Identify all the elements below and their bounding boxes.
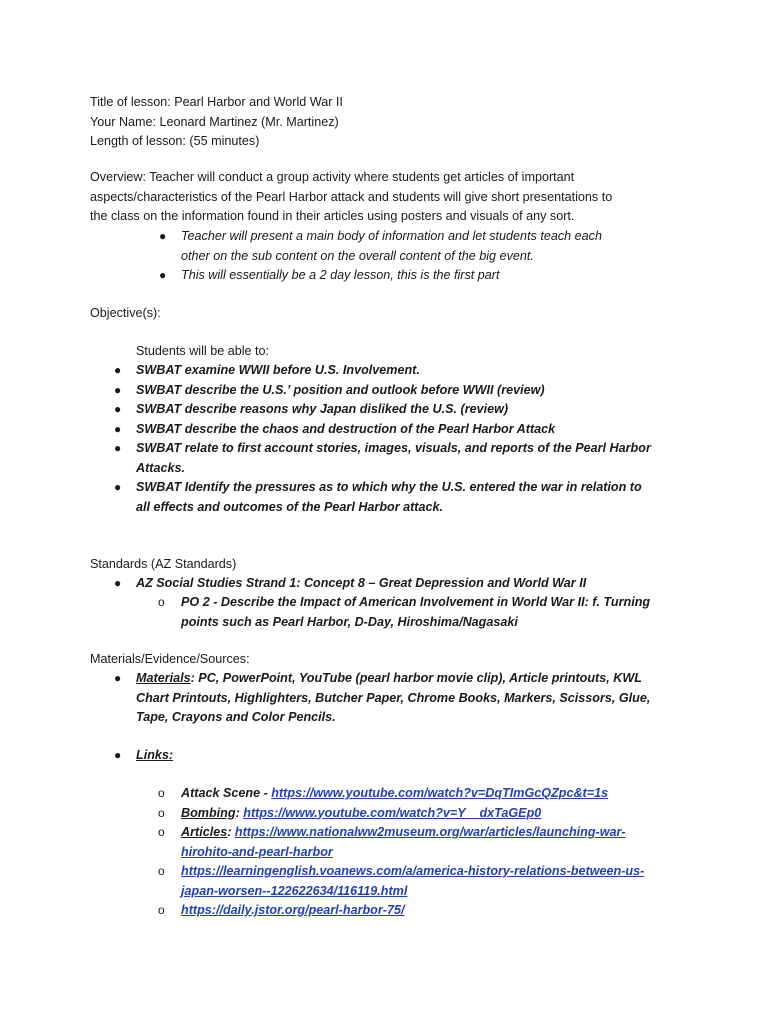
list-item [114,746,736,766]
jstor-link[interactable]: https://daily.jstor.org/pearl-harbor-75/ [181,903,405,917]
objectives-heading: Objective(s): [90,306,161,320]
list-item [158,901,768,921]
materials-heading: Materials/Evidence/Sources: [90,652,250,666]
list-item: o Articles: https://www.nationalww2museum.org/war/articles/launching-war- hirohito-and-pearl-harbor [158,825,626,859]
bullet-icon: ● [159,268,167,282]
objectives-intro: Students will be able to: [136,344,270,358]
list-item: ● SWBAT describe the U.S.’ position and outlook before WWII (review) [136,381,736,401]
bullet-icon: ● [114,576,122,590]
bullet-icon: ● [114,421,122,436]
lesson-title: Title of lesson: Pearl Harbor and World War II [90,95,343,109]
overview-section [90,168,690,227]
bullet-icon: ● [114,748,122,762]
materials-label: Materials [136,671,191,685]
standards-heading: Standards (AZ Standards) [90,557,237,571]
circle-bullet-icon: o [158,903,165,917]
materials-list [114,669,736,728]
objectives-list [114,361,736,517]
articles-link-cont[interactable]: hirohito-and-pearl-harbor [181,844,333,859]
list-item [158,862,768,901]
bombing-link[interactable]: https://www.youtube.com/watch?v=Y dxTaGEp0 [243,805,542,820]
overview-line: aspects/characteristics of the Pearl Harbor attack and students will give short presentations to [90,189,613,204]
list-item: ● SWBAT examine WWII before U.S. Involvement. [136,361,736,381]
list-item: ● SWBAT describe the chaos and destruction of the Pearl Harbor Attack [136,420,736,440]
circle-bullet-icon: o [158,864,165,878]
bullet-icon: ● [114,363,122,377]
bullet-icon: ● [114,402,122,416]
lesson-length: Length of lesson: (55 minutes) [90,134,260,148]
articles-link[interactable]: https://www.nationalww2museum.org/war/articles/launching-war- [234,825,626,839]
standards-sublist [158,593,768,632]
list-item: o Attack Scene - https://www.youtube.com/watch?v=DqTImGcQZpc&t=1s [181,784,768,804]
standards-list [114,574,736,594]
links-label: Links: [136,748,174,762]
list-item: o Bombing: https://www.youtube.com/watch?v=Y dxTaGEp0 [181,804,768,824]
list-item: ● SWBAT describe reasons why Japan disliked the U.S. (review) [136,400,736,420]
circle-bullet-icon: o [158,805,165,820]
list-item: ● AZ Social Studies Strand 1: Concept 8 – Great Depression and World War II [136,574,736,594]
links-list [114,746,736,766]
bullet-icon: ● [159,229,167,243]
voanews-link[interactable]: https://learningenglish.voanews.com/a/america-history-relations-between-us- [181,864,645,878]
overview-line: the class on the information found in their articles using posters and visuals of any sort. [90,209,575,223]
bullet-icon: ● [114,480,122,494]
circle-bullet-icon: o [158,595,165,609]
list-item: ● Teacher will present a main body of information and let students teach each other on the sub content on the overall content of the big event. [159,229,602,263]
list-item: ● This will essentially be a 2 day lesson, this is the first part [181,266,768,286]
circle-bullet-icon: o [158,825,165,839]
attack-scene-link[interactable]: https://www.youtube.com/watch?v=DqTImGcQZpc&t=1s [271,786,609,800]
list-item: o PO 2 - Describe the Impact of American Involvement in World War II: f. Turning points such as Pearl Harbor, D-Day, Hiroshima/Nagasaki [158,595,651,629]
overview-line: Overview: Teacher will conduct a group activity where students get articles of important [90,170,575,184]
bullet-icon: ● [114,382,122,397]
bullet-icon: ● [114,671,122,685]
overview-bullets [159,227,768,286]
circle-bullet-icon: o [158,786,165,800]
list-item: ● SWBAT Identify the pressures as to which why the U.S. entered the war in relation to all effects and outcomes of the Pearl Harbor attack. [114,480,642,514]
bullet-icon: ● [114,441,122,455]
list-item: ● Materials: PC, PowerPoint, YouTube (pearl harbor movie clip), Article printouts, KWL Chart Printouts, Highlighters, Butcher Paper, Chrome Books, Markers, Scissors, Glue, Tape, Crayons and Color Pencils. [114,671,651,724]
lesson-header [90,93,690,152]
list-item: ● SWBAT relate to first account stories, images, visuals, and reports of the Pearl Harbor Attacks. [114,441,651,475]
voanews-link-cont[interactable]: japan-worsen--122622634/116119.html [181,883,408,898]
links-sublist [158,784,768,921]
author-name: Your Name: Leonard Martinez (Mr. Martinez) [90,114,339,129]
